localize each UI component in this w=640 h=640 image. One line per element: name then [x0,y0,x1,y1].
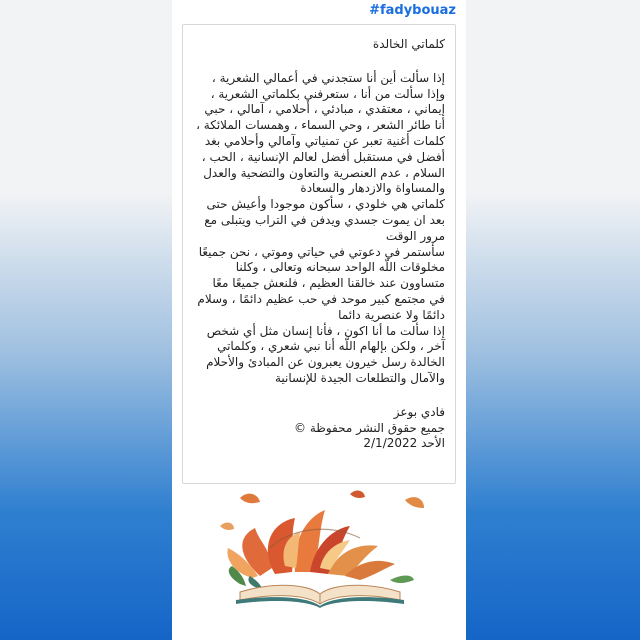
poem-line: دائمًا ولا عنصرية دائما [338,307,445,322]
poem-line: متساوون عند خالقنا العظيم ، فلنعش جميعًا معًا [212,276,445,291]
poem-line: كلمات أغنية تعبر عن تمنياتي وآمالي وأحلامي بغد [204,133,445,148]
poem-line: مرور الوقت [385,228,445,243]
poem-line: إيماني ، معتقدي ، مبادئي ، أحلامي ، آمالي ، حبي [204,102,445,117]
poem-line: أفضل في مستقبل أفضل لعالم الإنسانية ، الحب ، [201,149,445,164]
poem-line: والآمال والتطلعات الجيدة للإنسانية [274,370,445,385]
post-card [172,0,466,640]
hashtag-link[interactable]: #fadybouaz [369,3,456,18]
poem-line: سأستمر في دعوتي في حياتي وموتي ، نحن جميعًا [198,244,445,259]
poem-body [191,71,445,387]
poem-line: إذا سألت ما أنا اكون ، فأنا إنسان مثل أي شخص [206,323,445,338]
post-date: الأحد 2/1/2022 [363,436,445,451]
poem-title: كلماتي الخالدة [372,37,445,51]
poem-line: والمساواة والازدهار والسعادة [300,181,445,196]
poem-line: كلماتي هي خلودي ، سأكون موجودا وأعيش حتى [206,197,445,212]
poem-line: وإذا سألت من أنا ، ستعرفني بكلماتي الشعرية ، [210,86,445,101]
poem-line: الخالدة رسل خيرون يعبرون عن المبادئ والأحلام [206,355,445,370]
poem-line: إذا سألت أين أنا ستجدني في أعمالي الشعرية ، [211,70,445,85]
poem-line: في مجتمع كبير موحد في حب عظيم دائمًا ، وسلام [197,291,445,306]
poem-line: بعد ان يموت جسدي ويدفن في التراب ويتبلى مع [204,212,445,227]
poem-line: السلام ، عدم العنصرية والتعاون والتضحية والعدل [203,165,445,180]
copyright-notice: جميع حقوق النشر محفوظة © [294,420,445,435]
open-book-illustration [200,488,440,608]
poem-line: آخر ، ولكن بإلهام اللّه أنا نبي شعري ، وكلماتي [217,339,445,354]
poem-line: مخلوقات اللّه الواحد سبحانه وتعالى ، وكلنا [235,260,445,275]
poem-text-box [182,24,456,484]
poem-line: أنا طائر الشعر ، وحي السماء ، وهمسات الملائكة ، [196,118,445,133]
author-name: فادي بوعز [393,404,445,419]
